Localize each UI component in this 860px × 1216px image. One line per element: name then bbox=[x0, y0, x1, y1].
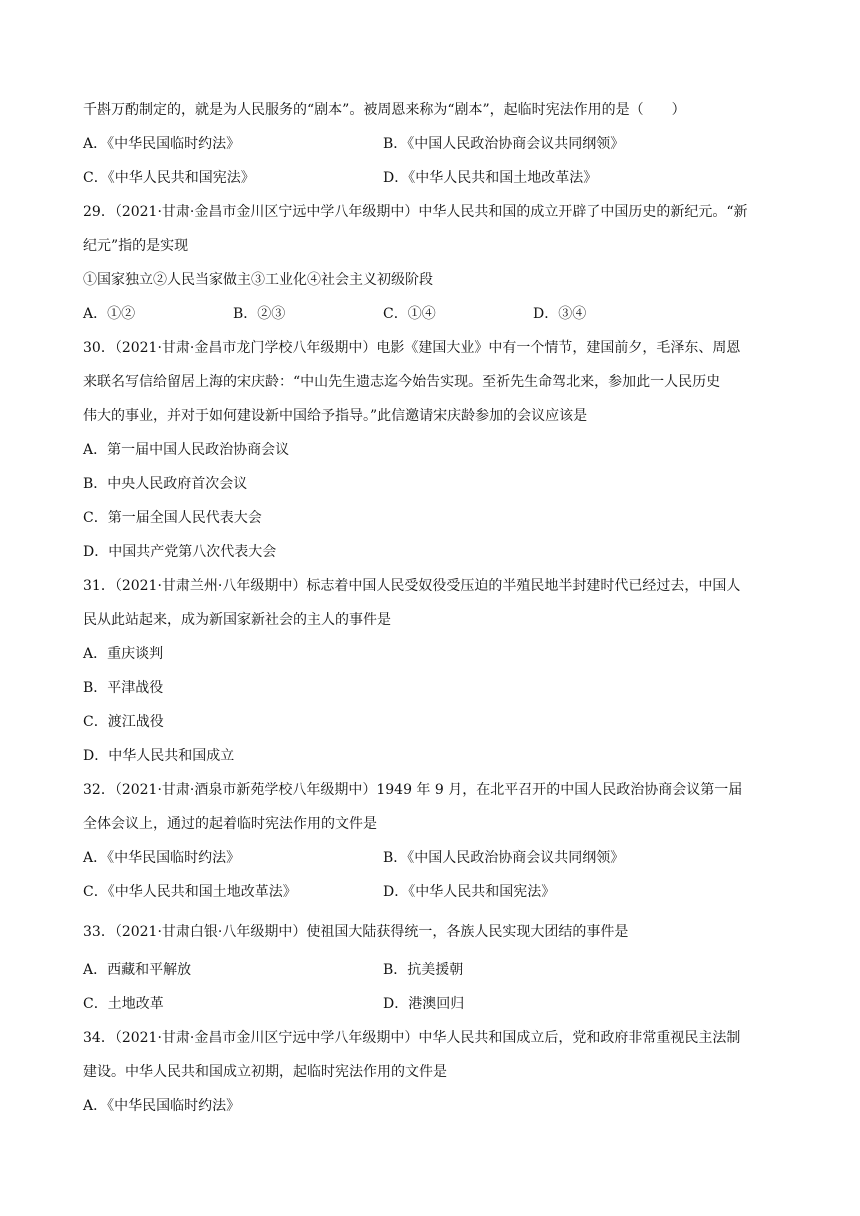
q30-option-a: A．第一届中国人民政治协商会议 bbox=[83, 442, 290, 458]
q33-option-b: B．抗美援朝 bbox=[383, 962, 464, 978]
q31-option-d: D．中华人民共和国成立 bbox=[83, 748, 235, 764]
q29-statements: ①国家独立②人民当家做主③工业化④社会主义初级阶段 bbox=[83, 272, 433, 288]
q33-option-a: A．西藏和平解放 bbox=[83, 962, 192, 978]
q32-option-a: A．《中华民国临时约法》 bbox=[83, 850, 241, 866]
q28-option-c: C．《中华人民共和国宪法》 bbox=[83, 170, 255, 186]
q28-option-b: B．《中国人民政治协商会议共同纲领》 bbox=[383, 136, 625, 152]
q34-option-a: A．《中华民国临时约法》 bbox=[83, 1098, 241, 1114]
q33-stem-line-1: 33．（2021·甘肃白银·八年级期中）使祖国大陆获得统一，各族人民实现大团结的事件是 bbox=[83, 924, 629, 940]
q29-option-b: B．②③ bbox=[233, 306, 286, 322]
q30-option-d: D．中国共产党第八次代表大会 bbox=[83, 544, 277, 560]
q31-option-c: C．渡江战役 bbox=[83, 714, 164, 730]
q29-option-a: A．①② bbox=[83, 306, 136, 322]
q30-option-c: C．第一届全国人民代表大会 bbox=[83, 510, 262, 526]
q34-stem-line-1: 34．（2021·甘肃·金昌市金川区宁远中学八年级期中）中华人民共和国成立后，党和政府非常重视民主法制 bbox=[83, 1030, 741, 1046]
q29-stem-line-2: 纪元”指的是实现 bbox=[83, 238, 189, 254]
q32-stem-line-2: 全体会议上，通过的起着临时宪法作用的文件是 bbox=[83, 816, 377, 832]
q31-option-b: B．平津战役 bbox=[83, 680, 164, 696]
q28-stem-tail: 千斟万酌制定的，就是为人民服务的“剧本”。被周恩来称为“剧本”，起临时宪法作用的是（ ） bbox=[83, 102, 686, 118]
q28-option-d: D．《中华人民共和国土地改革法》 bbox=[383, 170, 598, 186]
q32-option-b: B．《中国人民政治协商会议共同纲领》 bbox=[383, 850, 625, 866]
q31-option-a: A．重庆谈判 bbox=[83, 646, 164, 662]
q31-stem-line-2: 民从此站起来，成为新国家新社会的主人的事件是 bbox=[83, 612, 391, 628]
q33-option-c: C．土地改革 bbox=[83, 996, 164, 1012]
q29-stem-line-1: 29．（2021·甘肃·金昌市金川区宁远中学八年级期中）中华人民共和国的成立开辟了中国历史的新纪元。“新 bbox=[83, 204, 748, 220]
q32-option-d: D．《中华人民共和国宪法》 bbox=[383, 884, 556, 900]
q30-option-b: B．中央人民政府首次会议 bbox=[83, 476, 248, 492]
q31-stem-line-1: 31．（2021·甘肃兰州·八年级期中）标志着中国人民受奴役受压迫的半殖民地半封建时代已经过去，中国人 bbox=[83, 578, 741, 594]
q30-stem-line-1: 30．（2021·甘肃·金昌市龙门学校八年级期中）电影《建国大业》中有一个情节，建国前夕，毛泽东、周恩 bbox=[83, 340, 741, 356]
q29-option-c: C．①④ bbox=[383, 306, 436, 322]
q30-stem-line-2: 来联名写信给留居上海的宋庆龄：“中山先生遗志迄今始告实现。至祈先生命驾北来，参加此一人民历史 bbox=[83, 374, 721, 390]
q29-option-d: D．③④ bbox=[533, 306, 587, 322]
q28-option-a: A．《中华民国临时约法》 bbox=[83, 136, 241, 152]
q32-option-c: C．《中华人民共和国土地改革法》 bbox=[83, 884, 297, 900]
q32-stem-line-1: 32．（2021·甘肃·酒泉市新苑学校八年级期中）1949 年 9 月，在北平召开的中国人民政治协商会议第一届 bbox=[83, 782, 743, 798]
q33-option-d: D．港澳回归 bbox=[383, 996, 465, 1012]
q34-stem-line-2: 建设。中华人民共和国成立初期，起临时宪法作用的文件是 bbox=[83, 1064, 447, 1080]
q30-stem-line-3: 伟大的事业，并对于如何建设新中国给予指导。”此信邀请宋庆龄参加的会议应该是 bbox=[83, 408, 588, 424]
